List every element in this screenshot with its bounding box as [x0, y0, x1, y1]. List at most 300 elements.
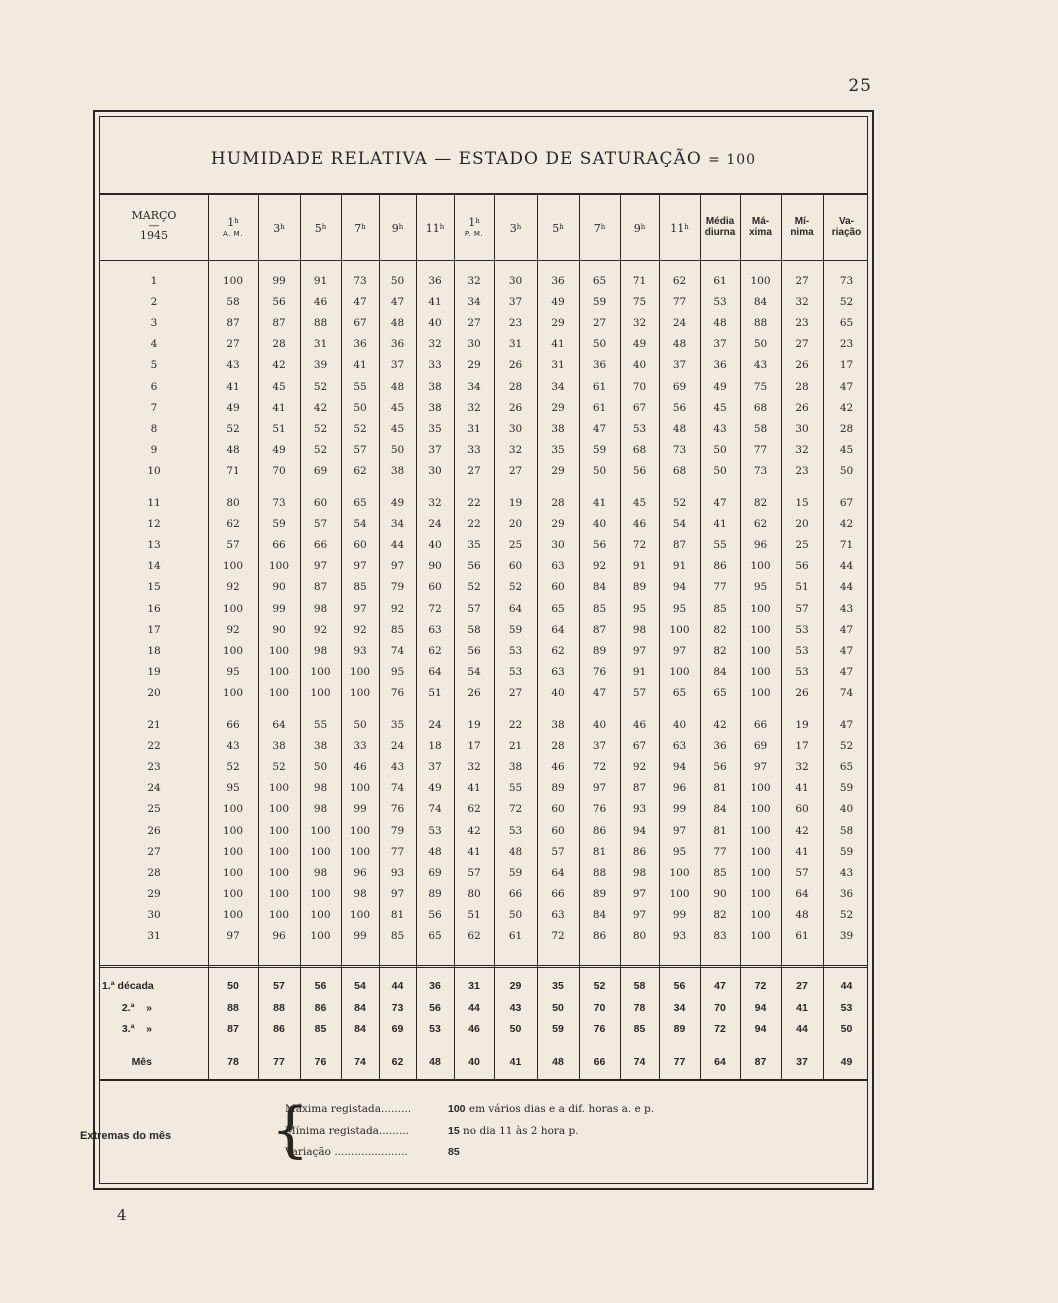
summary-label: 2.ª »: [121, 1002, 152, 1014]
table-cell: 43: [753, 359, 768, 372]
table-cell: 52: [839, 296, 854, 309]
table-cell: 73: [353, 275, 367, 287]
table-cell: 97: [390, 887, 405, 900]
table-cell: 97: [592, 782, 607, 795]
table-cell: 56: [272, 296, 286, 309]
table-cell: 77: [713, 845, 727, 858]
table-cell: 52: [313, 443, 328, 456]
table-cell: 80: [467, 887, 481, 900]
table-cell: 72: [428, 602, 442, 615]
extreme-label: Mínima registada.........: [285, 1125, 409, 1137]
table-cell: 43: [226, 359, 240, 372]
table-cell: 97: [353, 602, 367, 615]
hour-number: 1: [227, 216, 235, 229]
summary-rule: [100, 965, 867, 968]
hour-period: P. M.: [464, 230, 484, 238]
table-cell: 66: [226, 719, 240, 731]
table-cell: 74: [839, 686, 854, 699]
table-cell: 80: [632, 930, 647, 942]
table-cell: 66: [508, 887, 523, 900]
table-cell: 49: [390, 497, 405, 509]
table-cell: 66: [551, 887, 565, 900]
table-cell: 40: [839, 803, 854, 816]
table-cell: 84: [592, 581, 607, 594]
day-label: 2: [150, 296, 158, 309]
header-year: 1945: [140, 229, 168, 242]
table-cell: 64: [551, 623, 565, 636]
summary-cell: 94: [754, 1023, 767, 1035]
table-cell: 43: [226, 740, 240, 753]
summary-cell: 56: [429, 1002, 441, 1014]
table-cell: 52: [672, 497, 687, 509]
table-cell: 51: [272, 422, 286, 435]
table-cell: 72: [592, 761, 607, 774]
summary-cell: 85: [633, 1023, 646, 1035]
table-cell: 100: [750, 275, 771, 287]
table-cell: 46: [551, 761, 565, 774]
header-maxima-line: Má-: [751, 216, 770, 227]
table-cell: 89: [632, 581, 647, 594]
table-cell: 100: [750, 908, 771, 921]
summary-cell: 74: [633, 1056, 646, 1068]
table-cell: 96: [272, 930, 286, 942]
hour-suffix: h: [439, 223, 445, 231]
table-cell: 49: [272, 443, 286, 456]
table-cell: 100: [268, 908, 290, 921]
table-cell: 90: [272, 581, 286, 594]
table-cell: 76: [592, 665, 607, 678]
header-hour: [494, 224, 537, 235]
table-cell: 34: [551, 380, 565, 393]
table-cell: 62: [753, 518, 768, 531]
table-cell: 95: [390, 665, 405, 678]
summary-cell: 87: [754, 1056, 767, 1068]
table-cell: 82: [713, 644, 727, 657]
day-label: 24: [147, 782, 161, 795]
table-cell: 86: [592, 824, 607, 837]
day-label: 22: [147, 740, 161, 753]
table-cell: 82: [713, 623, 727, 636]
table-cell: 87: [672, 539, 687, 552]
summary-cell: 31: [468, 980, 480, 992]
table-cell: 84: [713, 803, 727, 816]
table-cell: 96: [753, 539, 768, 552]
header-variacao: [823, 216, 870, 238]
extreme-value: [448, 1146, 460, 1158]
table-cell: 60: [508, 560, 523, 573]
table-cell: 26: [508, 401, 523, 414]
table-cell: 91: [313, 275, 328, 287]
summary-cell: 62: [391, 1056, 404, 1068]
summary-cell: 78: [633, 1002, 646, 1014]
table-cell: 87: [313, 581, 328, 594]
table-cell: 61: [795, 930, 809, 942]
header-hour: [659, 224, 700, 235]
day-label: 14: [147, 560, 161, 573]
month-rule: [100, 1079, 867, 1081]
table-cell: 100: [750, 686, 771, 699]
table-cell: 59: [592, 296, 607, 309]
table-cell: 91: [632, 560, 647, 573]
table-cell: 56: [795, 560, 809, 573]
table-cell: 90: [272, 623, 286, 636]
table-cell: 52: [467, 581, 481, 594]
table-cell: 95: [632, 602, 647, 615]
table-cell: 100: [268, 782, 290, 795]
table-cell: 20: [508, 518, 523, 531]
table-cell: 64: [272, 719, 286, 731]
table-cell: 43: [713, 422, 727, 435]
table-cell: 48: [390, 317, 405, 330]
table-cell: 44: [839, 581, 854, 594]
summary-cell: 69: [391, 1023, 404, 1035]
table-cell: 62: [551, 644, 565, 657]
header-rule: [100, 260, 867, 261]
table-cell: 19: [467, 719, 481, 731]
hour-suffix: h: [280, 223, 285, 231]
table-cell: 97: [390, 560, 405, 573]
header-maxima-line: xima: [749, 227, 772, 238]
summary-cell: 76: [593, 1023, 606, 1035]
table-cell: 100: [222, 560, 244, 573]
table-cell: 48: [713, 317, 727, 330]
table-cell: 94: [632, 824, 647, 837]
table-cell: 41: [713, 518, 727, 531]
table-cell: 31: [313, 338, 328, 351]
table-cell: 24: [428, 518, 442, 531]
table-cell: 31: [551, 359, 565, 372]
table-cell: 97: [632, 887, 647, 900]
summary-cell: 44: [840, 980, 853, 992]
table-cell: 52: [272, 761, 286, 774]
table-cell: 98: [313, 803, 328, 816]
table-cell: 68: [672, 464, 687, 477]
summary-cell: 70: [593, 1002, 606, 1014]
table-cell: 77: [390, 845, 405, 858]
table-cell: 39: [839, 930, 854, 942]
header-media-diurna-line: Média: [705, 216, 735, 227]
table-cell: 65: [672, 686, 687, 699]
table-cell: 99: [272, 275, 286, 287]
table-cell: 53: [795, 623, 809, 636]
table-inner: [99, 116, 868, 1184]
table-cell: 52: [839, 740, 854, 753]
summary-cell: 86: [273, 1023, 285, 1035]
table-cell: 73: [272, 497, 286, 509]
table-cell: 42: [713, 719, 727, 731]
hour-suffix: h: [516, 223, 522, 231]
header-hour: [258, 224, 300, 235]
table-cell: 95: [672, 602, 687, 615]
table-cell: 100: [669, 887, 690, 900]
summary-cell: 36: [429, 980, 441, 992]
summary-cell: 64: [714, 1056, 726, 1068]
table-cell: 28: [839, 422, 854, 435]
table-cell: 53: [795, 665, 809, 678]
summary-cell: 73: [391, 1002, 404, 1014]
table-cell: 51: [795, 581, 809, 594]
header-hour: [620, 224, 659, 235]
table-cell: 100: [310, 824, 331, 837]
table-cell: 100: [750, 560, 771, 573]
table-cell: 58: [839, 824, 854, 837]
table-cell: 61: [508, 930, 523, 942]
table-cell: 50: [353, 401, 367, 414]
summary-cell: 50: [227, 980, 239, 992]
table-cell: 48: [390, 380, 405, 393]
table-cell: 100: [310, 908, 331, 921]
summary-cell: 29: [509, 980, 522, 992]
day-label: 10: [147, 464, 161, 477]
table-cell: 100: [222, 845, 244, 858]
table-cell: 71: [226, 464, 240, 477]
table-cell: 59: [272, 518, 286, 531]
table-cell: 55: [313, 719, 328, 731]
summary-cell: 47: [714, 980, 726, 992]
table-cell: 28: [551, 497, 565, 509]
table-cell: 99: [353, 930, 367, 942]
table-cell: 95: [753, 581, 768, 594]
table-cell: 50: [592, 338, 607, 351]
hour-number: 1: [468, 216, 476, 229]
table-cell: 22: [467, 497, 481, 509]
table-cell: 49: [632, 338, 647, 351]
table-cell: 27: [795, 275, 809, 287]
hour-number: 3: [509, 222, 517, 235]
summary-label: 3.ª »: [121, 1023, 152, 1035]
summary-cell: 56: [314, 980, 327, 992]
table-cell: 50: [753, 338, 768, 351]
table-cell: 29: [551, 317, 565, 330]
table-cell: 71: [632, 275, 647, 287]
summary-cell: 89: [673, 1023, 686, 1035]
table-cell: 32: [467, 401, 481, 414]
table-cell: 44: [390, 539, 405, 552]
table-cell: 89: [592, 644, 607, 657]
table-cell: 42: [795, 824, 809, 837]
table-cell: 85: [353, 581, 367, 594]
table-cell: 72: [508, 803, 523, 816]
table-cell: 84: [592, 908, 607, 921]
table-cell: 55: [353, 380, 367, 393]
table-cell: 100: [268, 824, 290, 837]
table-cell: 34: [390, 518, 405, 531]
table-cell: 27: [592, 317, 607, 330]
summary-cell: 77: [273, 1056, 285, 1068]
day-label: 1: [150, 275, 158, 287]
table-cell: 52: [353, 422, 367, 435]
table-cell: 60: [795, 803, 809, 816]
table-cell: 61: [592, 380, 607, 393]
table-cell: 17: [795, 740, 809, 753]
table-cell: 31: [508, 338, 523, 351]
table-cell: 98: [313, 866, 328, 879]
table-cell: 23: [795, 317, 809, 330]
table-cell: 41: [795, 845, 809, 858]
summary-cell: 53: [840, 1002, 853, 1014]
table-cell: 57: [467, 866, 481, 879]
table-cell: 17: [467, 740, 481, 753]
table-cell: 47: [713, 497, 727, 509]
summary-cell: 50: [840, 1023, 853, 1035]
summary-cell: 44: [468, 1002, 480, 1014]
day-label: 15: [147, 581, 161, 594]
extreme-number: 100: [448, 1103, 466, 1115]
table-cell: 82: [713, 908, 727, 921]
table-cell: 100: [222, 686, 244, 699]
table-cell: 28: [795, 380, 809, 393]
table-cell: 52: [313, 422, 328, 435]
table-cell: 47: [839, 380, 854, 393]
table-cell: 41: [428, 296, 442, 309]
table-cell: 62: [226, 518, 240, 531]
table-cell: 100: [750, 803, 771, 816]
table-cell: 47: [592, 422, 607, 435]
table-cell: 100: [750, 644, 771, 657]
table-cell: 100: [268, 845, 290, 858]
table-title: [100, 149, 867, 169]
table-cell: 52: [839, 908, 854, 921]
day-label: 21: [147, 719, 161, 731]
hour-suffix: h: [234, 217, 239, 225]
table-cell: 41: [353, 359, 367, 372]
table-cell: 100: [750, 623, 771, 636]
table-cell: 57: [632, 686, 647, 699]
table-cell: 98: [632, 866, 647, 879]
table-cell: 50: [313, 761, 328, 774]
table-cell: 27: [467, 317, 481, 330]
hour-suffix: h: [361, 223, 366, 231]
summary-cell: 86: [314, 1002, 327, 1014]
table-cell: 56: [467, 560, 481, 573]
table-cell: 23: [795, 464, 809, 477]
header-dash: —: [148, 219, 160, 232]
summary-cell: 50: [509, 1023, 522, 1035]
table-cell: 100: [310, 887, 331, 900]
table-cell: 100: [222, 644, 244, 657]
day-label: 6: [150, 380, 158, 393]
day-label: 12: [147, 518, 161, 531]
header-hour: [416, 224, 454, 235]
table-cell: 100: [268, 686, 290, 699]
day-label: 11: [147, 497, 161, 509]
table-cell: 90: [713, 887, 727, 900]
table-cell: 36: [713, 359, 727, 372]
table-cell: 100: [268, 866, 290, 879]
table-cell: 100: [222, 824, 244, 837]
table-cell: 63: [551, 908, 565, 921]
table-cell: 60: [551, 803, 565, 816]
hour-suffix: h: [684, 223, 689, 231]
table-cell: 87: [226, 317, 240, 330]
table-cell: 94: [672, 581, 687, 594]
table-cell: 91: [632, 665, 647, 678]
table-cell: 17: [839, 359, 854, 372]
table-cell: 20: [795, 518, 809, 531]
table-cell: 79: [390, 824, 405, 837]
table-cell: 46: [353, 761, 367, 774]
table-cell: 92: [226, 581, 240, 594]
day-label: 13: [147, 539, 161, 552]
table-cell: 100: [669, 866, 690, 879]
table-cell: 60: [428, 581, 442, 594]
table-cell: 73: [672, 443, 687, 456]
table-cell: 81: [713, 824, 727, 837]
table-cell: 79: [390, 581, 405, 594]
hour-period: A. M.: [223, 230, 243, 238]
table-cell: 32: [467, 275, 481, 287]
header-minima: [781, 216, 823, 238]
table-cell: 38: [508, 761, 523, 774]
table-cell: 100: [669, 665, 690, 678]
table-cell: 36: [713, 740, 727, 753]
table-cell: 100: [750, 665, 771, 678]
table-cell: 35: [390, 719, 405, 731]
header-month: MARÇO: [131, 209, 177, 222]
summary-cell: 74: [354, 1056, 366, 1068]
table-cell: 65: [353, 497, 367, 509]
table-cell: 40: [428, 317, 442, 330]
summary-cell: 88: [273, 1002, 285, 1014]
table-cell: 40: [428, 539, 442, 552]
hour-number: 5: [314, 222, 322, 235]
summary-cell: 37: [796, 1056, 808, 1068]
day-label: 3: [150, 317, 158, 330]
table-cell: 93: [672, 930, 687, 942]
summary-label: Mês: [131, 1056, 152, 1068]
table-cell: 84: [713, 665, 727, 678]
table-cell: 75: [632, 296, 647, 309]
table-cell: 32: [428, 497, 442, 509]
summary-cell: 85: [314, 1023, 327, 1035]
table-cell: 27: [508, 464, 523, 477]
table-cell: 100: [349, 824, 371, 837]
table-cell: 76: [592, 803, 607, 816]
table-cell: 97: [672, 644, 687, 657]
table-cell: 58: [753, 422, 768, 435]
table-cell: 65: [551, 602, 565, 615]
table-cell: 18: [428, 740, 442, 753]
summary-cell: 40: [468, 1056, 480, 1068]
table-cell: 94: [672, 761, 687, 774]
hour-suffix: h: [559, 223, 564, 231]
header-hour: [300, 224, 341, 235]
table-cell: 77: [753, 443, 768, 456]
table-cell: 98: [313, 602, 328, 615]
table-cell: 66: [272, 539, 286, 552]
hour-number: 7: [354, 222, 362, 235]
table-cell: 28: [272, 338, 286, 351]
table-cell: 69: [672, 380, 687, 393]
summary-cell: 44: [391, 980, 404, 992]
table-cell: 37: [508, 296, 523, 309]
header-hour: [537, 224, 579, 235]
table-cell: 100: [750, 887, 771, 900]
table-cell: 61: [592, 401, 607, 414]
table-cell: 92: [592, 560, 607, 573]
table-cell: 30: [795, 422, 809, 435]
table-cell: 52: [226, 422, 240, 435]
table-cell: 34: [467, 296, 481, 309]
day-label: 23: [147, 761, 161, 774]
hour-suffix: h: [398, 223, 404, 231]
table-cell: 22: [467, 518, 481, 531]
table-cell: 59: [508, 623, 523, 636]
table-cell: 41: [592, 497, 607, 509]
table-cell: 89: [551, 782, 565, 795]
table-cell: 74: [428, 803, 442, 816]
table-cell: 40: [551, 686, 565, 699]
